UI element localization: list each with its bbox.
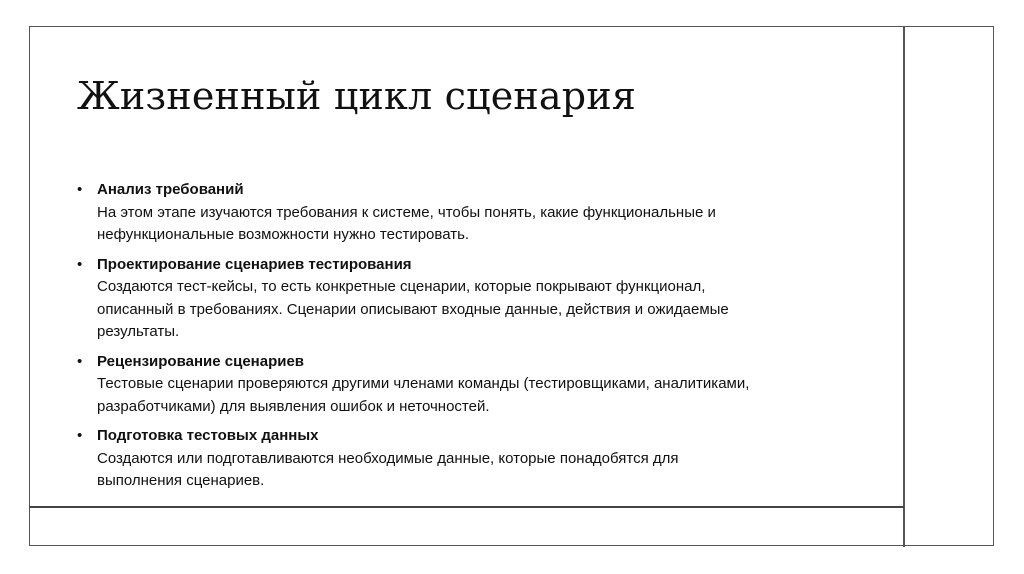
bullet-text-line: нефункциональные возможности нужно тестировать. [97, 226, 470, 243]
bullet-icon: • [77, 352, 83, 370]
footer-divider [29, 506, 904, 508]
bullet-icon: • [77, 427, 83, 444]
bullet-list [77, 179, 867, 500]
bullet-text-line: описанный в требованиях. Сценарии описывают входные данные, действия и ожидаемые [97, 300, 729, 318]
bullet-heading: Анализ требований [97, 181, 244, 198]
bullet-text-line: результаты. [97, 323, 180, 340]
bullet-icon: • [77, 255, 83, 273]
bullet-item-requirements-analysis [77, 179, 867, 247]
bullet-text-line: выполнения сценариев. [97, 472, 265, 489]
bullet-text-line: Тестовые сценарии проверяются другими членами команды (тестировщиками, аналитиками, [97, 375, 750, 392]
bullet-icon: • [77, 181, 83, 198]
bullet-item-test-data-prep [77, 425, 867, 493]
bullet-item-scenario-design [77, 254, 867, 344]
bullet-text-line: Создаются или подготавливаются необходимые данные, которые понадобятся для [97, 449, 679, 467]
bullet-heading: Проектирование сценариев тестирования [97, 255, 412, 273]
bullet-heading: Подготовка тестовых данных [97, 427, 319, 444]
bullet-text-line: На этом этапе изучаются требования к системе, чтобы понять, какие функциональные и [97, 203, 716, 221]
vertical-divider [903, 26, 905, 547]
bullet-heading: Рецензирование сценариев [97, 352, 305, 370]
slide-title: Жизненный цикл сценария [77, 74, 637, 118]
bullet-text-line: разработчиками) для выявления ошибок и неточностей. [97, 397, 490, 415]
bullet-item-scenario-review [77, 351, 867, 419]
bullet-text-line: Создаются тест-кейсы, то есть конкретные сценарии, которые покрывают функционал, [97, 278, 706, 295]
